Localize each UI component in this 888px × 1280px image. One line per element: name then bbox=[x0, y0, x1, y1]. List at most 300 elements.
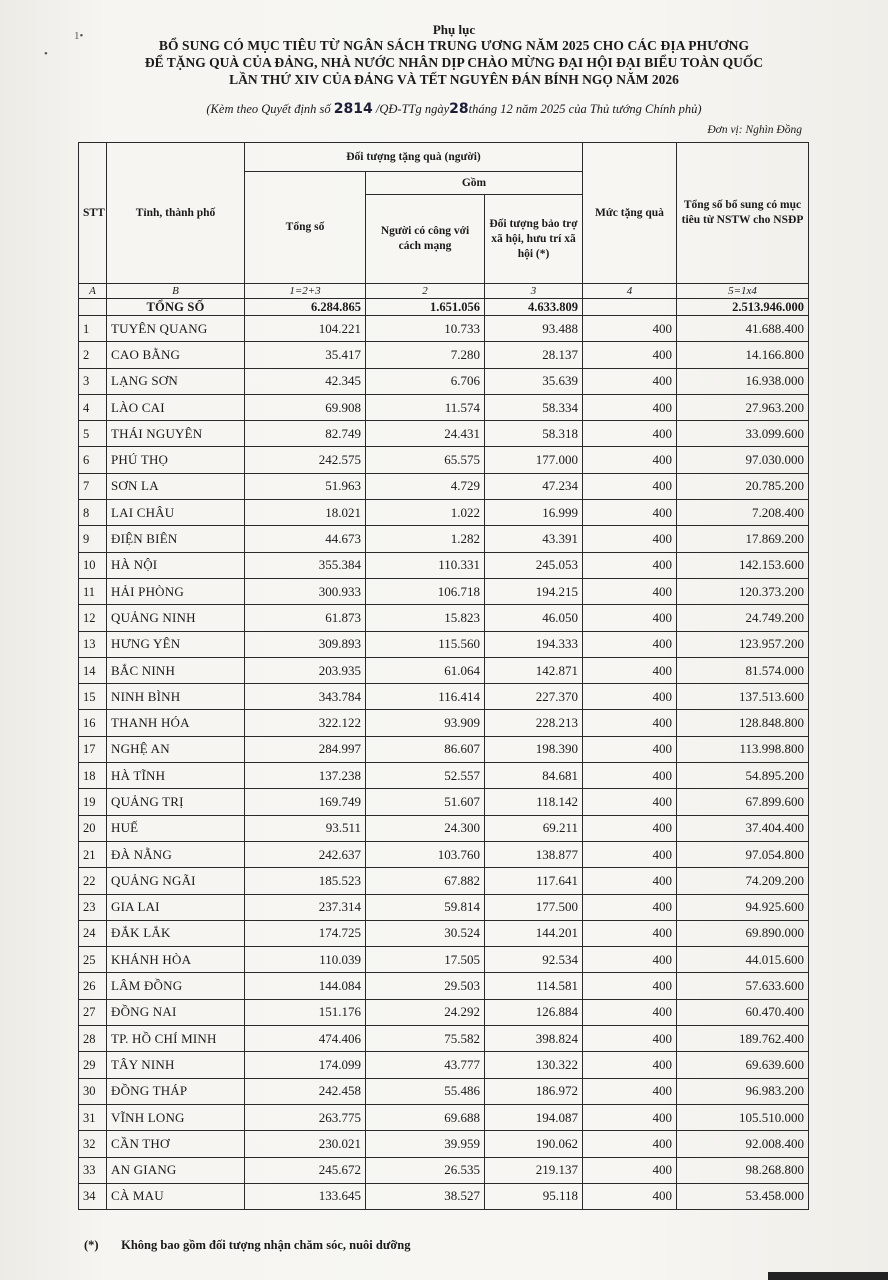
decision-suffix: tháng 12 năm 2025 của Thủ tướng Chính phủ) bbox=[468, 102, 702, 116]
table-row bbox=[79, 447, 809, 473]
row-level: 400 bbox=[583, 789, 677, 815]
row-province: TP. HỒ CHÍ MINH bbox=[107, 1026, 245, 1052]
row-level: 400 bbox=[583, 736, 677, 762]
table-row bbox=[79, 394, 809, 420]
row-social: 190.062 bbox=[485, 1131, 583, 1157]
header-level: Mức tặng quà bbox=[583, 143, 677, 284]
row-social: 28.137 bbox=[485, 342, 583, 368]
row-province: PHÚ THỌ bbox=[107, 447, 245, 473]
unit-label: Đơn vị: Nghìn Đồng bbox=[707, 124, 802, 136]
row-level: 400 bbox=[583, 1104, 677, 1130]
row-level: 400 bbox=[583, 578, 677, 604]
table-row bbox=[79, 526, 809, 552]
row-level: 400 bbox=[583, 342, 677, 368]
row-social: 228.213 bbox=[485, 710, 583, 736]
table-row bbox=[79, 1078, 809, 1104]
row-merit: 61.064 bbox=[366, 657, 485, 683]
row-level: 400 bbox=[583, 421, 677, 447]
row-social: 194.215 bbox=[485, 578, 583, 604]
row-province: QUẢNG TRỊ bbox=[107, 789, 245, 815]
row-province: QUẢNG NINH bbox=[107, 605, 245, 631]
row-province: ĐẮK LẮK bbox=[107, 920, 245, 946]
row-supplement: 44.015.600 bbox=[677, 947, 809, 973]
row-merit: 115.560 bbox=[366, 631, 485, 657]
row-merit: 10.733 bbox=[366, 316, 485, 342]
index-cell: 4 bbox=[583, 284, 677, 299]
row-province: ĐIỆN BIÊN bbox=[107, 526, 245, 552]
row-merit: 106.718 bbox=[366, 578, 485, 604]
row-stt: 30 bbox=[79, 1078, 107, 1104]
row-province: CẦN THƠ bbox=[107, 1131, 245, 1157]
row-total: 300.933 bbox=[245, 578, 366, 604]
row-merit: 52.557 bbox=[366, 763, 485, 789]
row-supplement: 120.373.200 bbox=[677, 578, 809, 604]
row-social: 92.534 bbox=[485, 947, 583, 973]
row-supplement: 14.166.800 bbox=[677, 342, 809, 368]
row-total: 137.238 bbox=[245, 763, 366, 789]
row-province: LAI CHÂU bbox=[107, 500, 245, 526]
row-total: 309.893 bbox=[245, 631, 366, 657]
row-stt: 17 bbox=[79, 736, 107, 762]
row-total: 110.039 bbox=[245, 947, 366, 973]
row-merit: 1.282 bbox=[366, 526, 485, 552]
row-supplement: 128.848.800 bbox=[677, 710, 809, 736]
row-level: 400 bbox=[583, 710, 677, 736]
row-total: 93.511 bbox=[245, 815, 366, 841]
row-merit: 93.909 bbox=[366, 710, 485, 736]
index-cell: B bbox=[107, 284, 245, 299]
row-merit: 26.535 bbox=[366, 1157, 485, 1183]
row-stt: 7 bbox=[79, 473, 107, 499]
row-supplement: 123.957.200 bbox=[677, 631, 809, 657]
row-supplement: 97.030.000 bbox=[677, 447, 809, 473]
title-line-3: LẦN THỨ XIV CỦA ĐẢNG VÀ TẾT NGUYÊN ĐÁN BÍNH NGỌ NĂM 2026 bbox=[229, 72, 679, 87]
table-row bbox=[79, 841, 809, 867]
total-supplement: 2.513.946.000 bbox=[677, 299, 809, 316]
row-stt: 32 bbox=[79, 1131, 107, 1157]
row-stt: 28 bbox=[79, 1026, 107, 1052]
row-stt: 16 bbox=[79, 710, 107, 736]
table-row bbox=[79, 763, 809, 789]
table-row bbox=[79, 815, 809, 841]
row-province: LÀO CAI bbox=[107, 394, 245, 420]
row-level: 400 bbox=[583, 552, 677, 578]
row-social: 194.087 bbox=[485, 1104, 583, 1130]
table-row bbox=[79, 657, 809, 683]
row-total: 61.873 bbox=[245, 605, 366, 631]
header-supplement: Tổng số bổ sung có mục tiêu từ NSTW cho NSĐP bbox=[677, 143, 809, 284]
table-row bbox=[79, 736, 809, 762]
row-province: TÂY NINH bbox=[107, 1052, 245, 1078]
table-row bbox=[79, 605, 809, 631]
row-social: 114.581 bbox=[485, 973, 583, 999]
row-supplement: 142.153.600 bbox=[677, 552, 809, 578]
row-province: ĐỒNG NAI bbox=[107, 999, 245, 1025]
row-supplement: 94.925.600 bbox=[677, 894, 809, 920]
row-social: 95.118 bbox=[485, 1183, 583, 1209]
row-merit: 24.300 bbox=[366, 815, 485, 841]
row-level: 400 bbox=[583, 316, 677, 342]
row-supplement: 7.208.400 bbox=[677, 500, 809, 526]
row-total: 42.345 bbox=[245, 368, 366, 394]
row-social: 35.639 bbox=[485, 368, 583, 394]
table-row bbox=[79, 684, 809, 710]
row-social: 138.877 bbox=[485, 841, 583, 867]
footnote-text: Không bao gồm đối tượng nhận chăm sóc, nuôi dưỡng bbox=[121, 1238, 411, 1252]
row-social: 198.390 bbox=[485, 736, 583, 762]
row-total: 245.672 bbox=[245, 1157, 366, 1183]
row-total: 474.406 bbox=[245, 1026, 366, 1052]
row-merit: 43.777 bbox=[366, 1052, 485, 1078]
row-merit: 4.729 bbox=[366, 473, 485, 499]
table-row bbox=[79, 1052, 809, 1078]
total-stt bbox=[79, 299, 107, 316]
scan-edge bbox=[768, 1272, 888, 1280]
row-total: 51.963 bbox=[245, 473, 366, 499]
row-merit: 75.582 bbox=[366, 1026, 485, 1052]
row-province: AN GIANG bbox=[107, 1157, 245, 1183]
row-stt: 22 bbox=[79, 868, 107, 894]
row-level: 400 bbox=[583, 526, 677, 552]
row-province: LẠNG SƠN bbox=[107, 368, 245, 394]
table-row bbox=[79, 500, 809, 526]
table-row bbox=[79, 578, 809, 604]
row-level: 400 bbox=[583, 815, 677, 841]
table-row bbox=[79, 631, 809, 657]
row-total: 35.417 bbox=[245, 342, 366, 368]
row-supplement: 67.899.600 bbox=[677, 789, 809, 815]
row-merit: 11.574 bbox=[366, 394, 485, 420]
row-province: HÀ NỘI bbox=[107, 552, 245, 578]
row-level: 400 bbox=[583, 368, 677, 394]
row-stt: 13 bbox=[79, 631, 107, 657]
row-merit: 17.505 bbox=[366, 947, 485, 973]
row-merit: 29.503 bbox=[366, 973, 485, 999]
row-social: 142.871 bbox=[485, 657, 583, 683]
table-row bbox=[79, 894, 809, 920]
header-total: Tổng số bbox=[245, 172, 366, 284]
row-level: 400 bbox=[583, 684, 677, 710]
row-total: 169.749 bbox=[245, 789, 366, 815]
row-level: 400 bbox=[583, 868, 677, 894]
row-merit: 24.292 bbox=[366, 999, 485, 1025]
row-total: 237.314 bbox=[245, 894, 366, 920]
row-supplement: 137.513.600 bbox=[677, 684, 809, 710]
row-social: 186.972 bbox=[485, 1078, 583, 1104]
table-row bbox=[79, 947, 809, 973]
table-row bbox=[79, 368, 809, 394]
row-supplement: 92.008.400 bbox=[677, 1131, 809, 1157]
row-level: 400 bbox=[583, 920, 677, 946]
row-supplement: 69.639.600 bbox=[677, 1052, 809, 1078]
row-province: QUẢNG NGÃI bbox=[107, 868, 245, 894]
row-merit: 69.688 bbox=[366, 1104, 485, 1130]
table-row bbox=[79, 1131, 809, 1157]
row-province: HÀ TĨNH bbox=[107, 763, 245, 789]
row-province: NGHỆ AN bbox=[107, 736, 245, 762]
row-merit: 65.575 bbox=[366, 447, 485, 473]
row-supplement: 37.404.400 bbox=[677, 815, 809, 841]
row-level: 400 bbox=[583, 763, 677, 789]
row-level: 400 bbox=[583, 999, 677, 1025]
table-row bbox=[79, 1157, 809, 1183]
row-level: 400 bbox=[583, 1131, 677, 1157]
row-stt: 8 bbox=[79, 500, 107, 526]
row-level: 400 bbox=[583, 973, 677, 999]
row-level: 400 bbox=[583, 1078, 677, 1104]
table-row bbox=[79, 473, 809, 499]
row-merit: 55.486 bbox=[366, 1078, 485, 1104]
row-social: 177.500 bbox=[485, 894, 583, 920]
decision-reference bbox=[10, 101, 888, 117]
table-row bbox=[79, 973, 809, 999]
row-social: 93.488 bbox=[485, 316, 583, 342]
row-merit: 86.607 bbox=[366, 736, 485, 762]
row-stt: 3 bbox=[79, 368, 107, 394]
index-cell: 1=2+3 bbox=[245, 284, 366, 299]
row-stt: 21 bbox=[79, 841, 107, 867]
table-row bbox=[79, 920, 809, 946]
row-stt: 31 bbox=[79, 1104, 107, 1130]
row-social: 227.370 bbox=[485, 684, 583, 710]
row-supplement: 27.963.200 bbox=[677, 394, 809, 420]
row-province: CAO BẰNG bbox=[107, 342, 245, 368]
row-total: 185.523 bbox=[245, 868, 366, 894]
row-stt: 34 bbox=[79, 1183, 107, 1209]
total-label: TỔNG SỐ bbox=[107, 299, 245, 316]
decision-day: 28 bbox=[449, 101, 469, 117]
row-total: 133.645 bbox=[245, 1183, 366, 1209]
table-row bbox=[79, 1104, 809, 1130]
row-stt: 33 bbox=[79, 1157, 107, 1183]
index-row bbox=[79, 284, 809, 299]
header-stt: STT bbox=[79, 143, 107, 284]
row-total: 355.384 bbox=[245, 552, 366, 578]
row-province: SƠN LA bbox=[107, 473, 245, 499]
header-merit: Người có công với cách mạng bbox=[366, 195, 485, 284]
row-social: 219.137 bbox=[485, 1157, 583, 1183]
row-stt: 18 bbox=[79, 763, 107, 789]
row-merit: 116.414 bbox=[366, 684, 485, 710]
total-social: 4.633.809 bbox=[485, 299, 583, 316]
row-supplement: 96.983.200 bbox=[677, 1078, 809, 1104]
table-row bbox=[79, 999, 809, 1025]
row-stt: 6 bbox=[79, 447, 107, 473]
row-stt: 19 bbox=[79, 789, 107, 815]
row-total: 242.637 bbox=[245, 841, 366, 867]
row-merit: 1.022 bbox=[366, 500, 485, 526]
row-supplement: 33.099.600 bbox=[677, 421, 809, 447]
row-supplement: 24.749.200 bbox=[677, 605, 809, 631]
row-stt: 1 bbox=[79, 316, 107, 342]
row-stt: 14 bbox=[79, 657, 107, 683]
row-level: 400 bbox=[583, 894, 677, 920]
table-row bbox=[79, 868, 809, 894]
row-province: LÂM ĐỒNG bbox=[107, 973, 245, 999]
row-supplement: 53.458.000 bbox=[677, 1183, 809, 1209]
row-supplement: 98.268.800 bbox=[677, 1157, 809, 1183]
row-merit: 110.331 bbox=[366, 552, 485, 578]
row-province: HƯNG YÊN bbox=[107, 631, 245, 657]
row-level: 400 bbox=[583, 1157, 677, 1183]
index-cell: 2 bbox=[366, 284, 485, 299]
row-stt: 26 bbox=[79, 973, 107, 999]
row-total: 230.021 bbox=[245, 1131, 366, 1157]
row-merit: 39.959 bbox=[366, 1131, 485, 1157]
row-level: 400 bbox=[583, 631, 677, 657]
allocation-table bbox=[78, 142, 809, 1210]
row-merit: 6.706 bbox=[366, 368, 485, 394]
row-province: BẮC NINH bbox=[107, 657, 245, 683]
row-stt: 11 bbox=[79, 578, 107, 604]
table-row bbox=[79, 342, 809, 368]
decision-prefix: (Kèm theo Quyết định số bbox=[206, 102, 331, 116]
total-row bbox=[79, 299, 809, 316]
row-social: 144.201 bbox=[485, 920, 583, 946]
row-merit: 51.607 bbox=[366, 789, 485, 815]
header-recipients: Đối tượng tặng quà (người) bbox=[245, 143, 583, 172]
row-province: THANH HÓA bbox=[107, 710, 245, 736]
row-province: NINH BÌNH bbox=[107, 684, 245, 710]
table-row bbox=[79, 1183, 809, 1209]
footnote bbox=[84, 1238, 410, 1253]
row-merit: 67.882 bbox=[366, 868, 485, 894]
row-level: 400 bbox=[583, 1183, 677, 1209]
row-merit: 30.524 bbox=[366, 920, 485, 946]
table-row bbox=[79, 421, 809, 447]
row-level: 400 bbox=[583, 841, 677, 867]
row-supplement: 41.688.400 bbox=[677, 316, 809, 342]
row-supplement: 57.633.600 bbox=[677, 973, 809, 999]
row-social: 245.053 bbox=[485, 552, 583, 578]
decision-number: 2814 bbox=[333, 101, 373, 117]
row-social: 84.681 bbox=[485, 763, 583, 789]
table-row bbox=[79, 552, 809, 578]
row-province: VĨNH LONG bbox=[107, 1104, 245, 1130]
row-stt: 4 bbox=[79, 394, 107, 420]
row-province: CÀ MAU bbox=[107, 1183, 245, 1209]
row-total: 322.122 bbox=[245, 710, 366, 736]
row-social: 58.334 bbox=[485, 394, 583, 420]
row-stt: 2 bbox=[79, 342, 107, 368]
row-level: 400 bbox=[583, 947, 677, 973]
row-stt: 27 bbox=[79, 999, 107, 1025]
row-social: 47.234 bbox=[485, 473, 583, 499]
row-supplement: 189.762.400 bbox=[677, 1026, 809, 1052]
row-level: 400 bbox=[583, 605, 677, 631]
row-stt: 9 bbox=[79, 526, 107, 552]
row-supplement: 16.938.000 bbox=[677, 368, 809, 394]
row-stt: 15 bbox=[79, 684, 107, 710]
row-province: KHÁNH HÒA bbox=[107, 947, 245, 973]
row-merit: 24.431 bbox=[366, 421, 485, 447]
header-province: Tỉnh, thành phố bbox=[107, 143, 245, 284]
total-merit: 1.651.056 bbox=[366, 299, 485, 316]
row-supplement: 97.054.800 bbox=[677, 841, 809, 867]
appendix-label: Phụ lục bbox=[432, 22, 476, 37]
row-level: 400 bbox=[583, 394, 677, 420]
table-row bbox=[79, 1026, 809, 1052]
row-stt: 10 bbox=[79, 552, 107, 578]
row-social: 118.142 bbox=[485, 789, 583, 815]
row-total: 104.221 bbox=[245, 316, 366, 342]
row-province: TUYÊN QUANG bbox=[107, 316, 245, 342]
row-level: 400 bbox=[583, 447, 677, 473]
row-social: 398.824 bbox=[485, 1026, 583, 1052]
row-total: 144.084 bbox=[245, 973, 366, 999]
table-row bbox=[79, 710, 809, 736]
row-stt: 23 bbox=[79, 894, 107, 920]
row-social: 43.391 bbox=[485, 526, 583, 552]
row-social: 117.641 bbox=[485, 868, 583, 894]
index-cell: 3 bbox=[485, 284, 583, 299]
row-province: ĐÀ NẴNG bbox=[107, 841, 245, 867]
row-social: 130.322 bbox=[485, 1052, 583, 1078]
row-merit: 59.814 bbox=[366, 894, 485, 920]
row-total: 284.997 bbox=[245, 736, 366, 762]
row-social: 46.050 bbox=[485, 605, 583, 631]
footnote-symbol: (*) bbox=[84, 1238, 99, 1252]
row-level: 400 bbox=[583, 1026, 677, 1052]
title-line-2: ĐỂ TẶNG QUÀ CỦA ĐẢNG, NHÀ NƯỚC NHÂN DỊP CHÀO MỪNG ĐẠI HỘI ĐẠI BIỂU TOÀN QUỐC bbox=[144, 55, 764, 70]
row-social: 69.211 bbox=[485, 815, 583, 841]
row-level: 400 bbox=[583, 500, 677, 526]
row-supplement: 81.574.000 bbox=[677, 657, 809, 683]
row-social: 126.884 bbox=[485, 999, 583, 1025]
total-level bbox=[583, 299, 677, 316]
row-stt: 25 bbox=[79, 947, 107, 973]
row-total: 174.099 bbox=[245, 1052, 366, 1078]
row-total: 151.176 bbox=[245, 999, 366, 1025]
row-total: 203.935 bbox=[245, 657, 366, 683]
table-row bbox=[79, 316, 809, 342]
row-supplement: 17.869.200 bbox=[677, 526, 809, 552]
row-merit: 7.280 bbox=[366, 342, 485, 368]
row-province: HẢI PHÒNG bbox=[107, 578, 245, 604]
row-total: 263.775 bbox=[245, 1104, 366, 1130]
row-social: 177.000 bbox=[485, 447, 583, 473]
row-stt: 24 bbox=[79, 920, 107, 946]
row-supplement: 113.998.800 bbox=[677, 736, 809, 762]
total-recipients: 6.284.865 bbox=[245, 299, 366, 316]
row-merit: 15.823 bbox=[366, 605, 485, 631]
row-province: GIA LAI bbox=[107, 894, 245, 920]
row-supplement: 69.890.000 bbox=[677, 920, 809, 946]
row-supplement: 20.785.200 bbox=[677, 473, 809, 499]
row-province: HUẾ bbox=[107, 815, 245, 841]
row-stt: 29 bbox=[79, 1052, 107, 1078]
row-stt: 12 bbox=[79, 605, 107, 631]
row-social: 194.333 bbox=[485, 631, 583, 657]
row-total: 174.725 bbox=[245, 920, 366, 946]
index-cell: 5=1x4 bbox=[677, 284, 809, 299]
margin-mark: 1• bbox=[74, 30, 84, 42]
row-total: 242.575 bbox=[245, 447, 366, 473]
header-including: Gồm bbox=[366, 172, 583, 195]
row-level: 400 bbox=[583, 657, 677, 683]
row-merit: 103.760 bbox=[366, 841, 485, 867]
row-stt: 20 bbox=[79, 815, 107, 841]
row-supplement: 60.470.400 bbox=[677, 999, 809, 1025]
row-province: ĐỒNG THÁP bbox=[107, 1078, 245, 1104]
table-row bbox=[79, 789, 809, 815]
row-total: 18.021 bbox=[245, 500, 366, 526]
row-supplement: 74.209.200 bbox=[677, 868, 809, 894]
row-merit: 38.527 bbox=[366, 1183, 485, 1209]
row-social: 58.318 bbox=[485, 421, 583, 447]
row-supplement: 105.510.000 bbox=[677, 1104, 809, 1130]
row-province: THÁI NGUYÊN bbox=[107, 421, 245, 447]
